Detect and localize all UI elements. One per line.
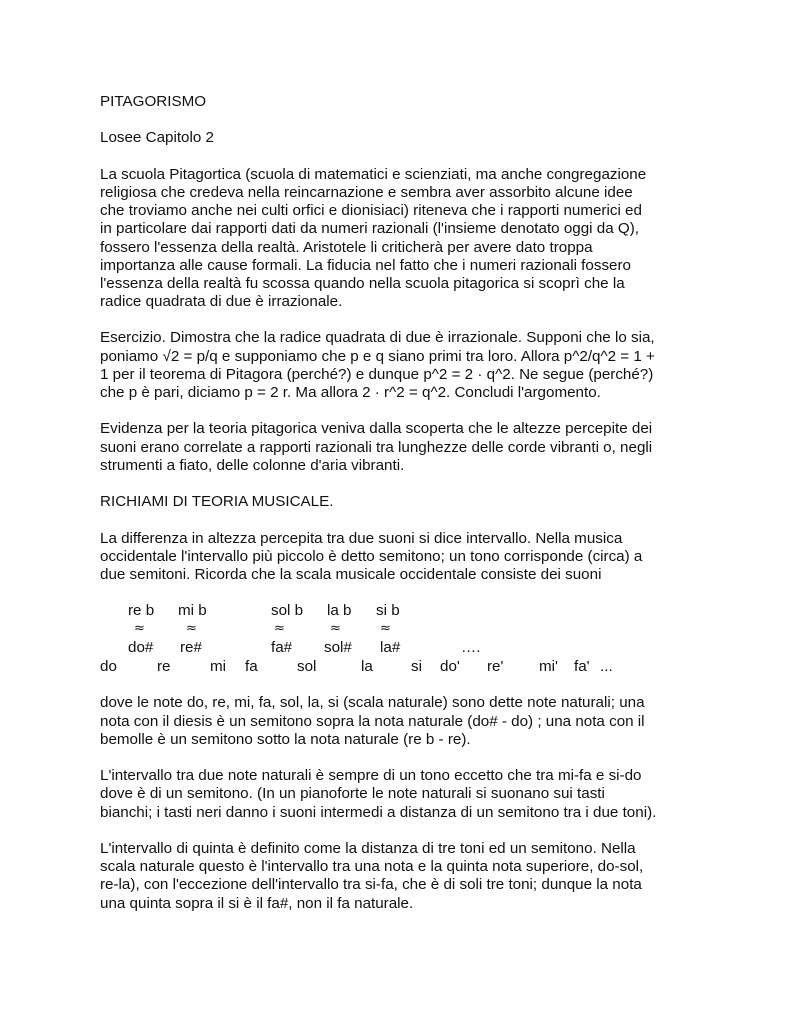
note-sharp: fa#: [271, 639, 293, 657]
text-line: l'essenza della realtà fu scossa quando nella scuola pitagorica si scoprì che la: [100, 274, 625, 292]
note-flat: re b: [128, 602, 155, 620]
text-line: occidentale l'intervallo più piccolo è detto semitono; un tono corrisponde (circa) a: [100, 547, 643, 565]
text-line: strumenti a fiato, delle colonne d'aria vibranti.: [100, 456, 405, 474]
text-line: che troviamo anche nei culti orfici e dionisiaci) riteneva che i rapporti numerici ed: [100, 202, 642, 220]
note-flat: la b: [327, 602, 352, 620]
text-line: L'intervallo di quinta è definito come la distanza di tre toni ed un semitono. Nella: [100, 839, 636, 857]
text-line: bemolle è un semitono sotto la nota naturale (re b - re).: [100, 730, 471, 748]
doc-subtitle: [100, 129, 700, 147]
approx-symbol: ≈: [186, 621, 197, 637]
text-line: in particolare dai rapporti dati da numeri razionali (l'insieme denotato oggi da Q),: [100, 220, 639, 238]
approx-symbol: ≈: [380, 621, 391, 637]
text-line: dove le note do, re, mi, fa, sol, la, si (scala naturale) sono dette note naturali; una: [100, 694, 645, 712]
note-natural: fa: [245, 658, 258, 676]
text-line: Evidenza per la teoria pitagorica veniva dalla scoperta che le altezze percepite dei: [100, 420, 653, 438]
approx-symbol: ≈: [274, 621, 285, 637]
paragraph-exercise: [100, 329, 700, 402]
note-sharp: la#: [380, 639, 401, 657]
note-flat: sol b: [271, 602, 304, 620]
note-natural: do: [100, 658, 117, 676]
note-natural: re': [487, 658, 504, 676]
title-text: PITAGORISMO: [100, 93, 207, 110]
document-page: [100, 93, 700, 931]
note-natural: fa': [574, 658, 590, 676]
note-natural: sol: [297, 658, 317, 676]
approx-symbol: ≈: [330, 621, 341, 637]
note-natural: do': [440, 658, 460, 676]
text-line: Esercizio. Dimostra che la radice quadrata di due è irrazionale. Supponi che lo sia,: [100, 329, 655, 347]
text-line: poniamo √2 = p/q e supponiamo che p e q siano primi tra loro. Allora p^2/q^2 = 1 +: [100, 347, 655, 365]
note-sharp: do#: [128, 639, 154, 657]
text-line: che p è pari, diciamo p = 2 r. Ma allora 2 · r^2 = q^2. Concludi l'argomento.: [100, 384, 601, 401]
note-natural: la: [361, 658, 373, 676]
paragraph-intro: [100, 166, 700, 312]
text-line: suoni erano correlate a rapporti razionali tra lunghezze delle corde vibranti o, negli: [100, 438, 653, 456]
text-line: importanza alle cause formali. La fiducia nel fatto che i numeri razionali fossero: [100, 256, 631, 274]
note-natural: mi: [210, 658, 227, 676]
note-sharp: re#: [180, 639, 202, 657]
text-line: La scuola Pitagortica (scuola di matematici e scienziati, ma anche congregazione: [100, 165, 647, 183]
approx-symbol: ≈: [134, 621, 145, 637]
text-line: La differenza in altezza percepita tra due suoni si dice intervallo. Nella musica: [100, 529, 623, 547]
section-heading: [100, 493, 700, 511]
text-line: re-la), con l'eccezione dell'intervallo tra si-fa, che è di soli tre toni; dunque la nota: [100, 876, 642, 894]
paragraph-interval: [100, 530, 700, 585]
text-line: radice quadrata di due è irrazionale.: [100, 293, 343, 311]
text-line: scala naturale questo è l'intervallo tra una nota e la quinta nota superiore, do-sol,: [100, 858, 644, 876]
paragraph-tones: [100, 767, 700, 822]
note-ellipsis: ...: [600, 658, 613, 676]
paragraph-fifth: [100, 840, 700, 913]
note-scale-table: [100, 602, 700, 676]
text-line: L'intervallo tra due note naturali è sempre di un tono eccetto che tra mi-fa e si-do: [100, 767, 642, 785]
text-line: 1 per il teorema di Pitagora (perché?) e dunque p^2 = 2 · q^2. Ne segue (perché?): [100, 365, 654, 383]
text-line: fossero l'essenza della realtà. Aristotele li criticherà per avere dato troppa: [100, 238, 593, 256]
heading-text: RICHIAMI DI TEORIA MUSICALE.: [100, 493, 334, 511]
text-line: una quinta sopra il si è il fa#, non il fa naturale.: [100, 894, 414, 912]
note-ellipsis: ….: [461, 639, 481, 657]
text-line: dove è di un semitono. (In un pianoforte le note naturali si suonano sui tasti: [100, 785, 605, 803]
paragraph-natural-notes: [100, 694, 700, 749]
subtitle-text: Losee Capitolo 2: [100, 129, 214, 147]
text-line: nota con il diesis è un semitono sopra la nota naturale (do# - do) ; una nota con il: [100, 712, 645, 730]
note-flat: si b: [376, 602, 400, 620]
note-natural: si: [411, 658, 422, 676]
doc-title: [100, 93, 700, 111]
note-natural: mi': [539, 658, 558, 676]
text-line: bianchi; i tasti neri danno i suoni intermedi a distanza di un semitono tra i due toni).: [100, 803, 657, 821]
text-line: religiosa che credeva nella reincarnazione e sembra aver assorbito alcune idee: [100, 183, 633, 201]
paragraph-evidence: [100, 420, 700, 475]
note-natural: re: [157, 658, 171, 676]
note-sharp: sol#: [324, 639, 352, 657]
note-flat: mi b: [178, 602, 207, 620]
text-line: due semitoni. Ricorda che la scala musicale occidentale consiste dei suoni: [100, 565, 602, 583]
